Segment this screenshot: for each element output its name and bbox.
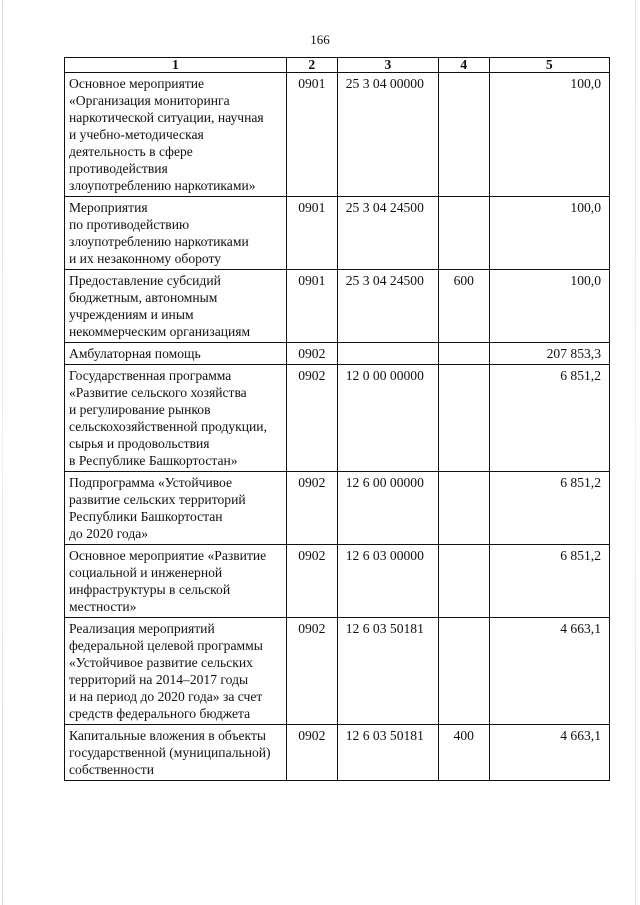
row-section: 0901 (286, 197, 337, 270)
row-target: 25 3 04 24500 (337, 197, 438, 270)
row-name: Капитальные вложения в объекты государственной (муниципальной) собственности (65, 725, 287, 781)
table-row (65, 270, 610, 343)
row-name: Подпрограмма «Устойчивое развитие сельских территорий Республики Башкортостан до 2020 года» (65, 472, 287, 545)
row-target: 25 3 04 00000 (337, 73, 438, 197)
row-amount: 4 663,1 (489, 725, 610, 781)
table-row (65, 618, 610, 725)
scan-edge-left (2, 0, 3, 905)
row-amount: 6 851,2 (489, 472, 610, 545)
header-row (65, 58, 610, 73)
row-target (337, 343, 438, 365)
row-amount: 6 851,2 (489, 545, 610, 618)
row-target: 12 6 03 00000 (337, 545, 438, 618)
table-row (65, 343, 610, 365)
row-amount: 100,0 (489, 73, 610, 197)
row-target: 12 6 03 50181 (337, 618, 438, 725)
row-target: 12 6 03 50181 (337, 725, 438, 781)
table-header (65, 58, 610, 73)
header-col-4: 4 (439, 58, 489, 73)
row-kind (439, 618, 489, 725)
row-section: 0901 (286, 270, 337, 343)
row-name: Реализация мероприятий федеральной целевой программы «Устойчивое развитие сельских территорий на 2014–2017 годы и на период до 2020 года» за счет средств федерального бюджета (65, 618, 287, 725)
row-amount: 207 853,3 (489, 343, 610, 365)
budget-table (64, 57, 610, 781)
row-name: Государственная программа «Развитие сельского хозяйства и регулирование рынков сельскохозяйственной продукции, сырья и продовольствия в Республике Башкортостан» (65, 365, 287, 472)
row-section: 0902 (286, 618, 337, 725)
row-amount: 6 851,2 (489, 365, 610, 472)
table-row (65, 725, 610, 781)
table-row (65, 73, 610, 197)
header-col-1: 1 (65, 58, 287, 73)
row-section: 0902 (286, 472, 337, 545)
table-row (65, 472, 610, 545)
header-col-2: 2 (286, 58, 337, 73)
row-section: 0902 (286, 343, 337, 365)
row-section: 0902 (286, 725, 337, 781)
row-target: 12 0 00 00000 (337, 365, 438, 472)
row-section: 0902 (286, 545, 337, 618)
row-name: Основное мероприятие «Организация мониторинга наркотической ситуации, научная и учебно-методическая деятельность в сфере противодействия злоупотреблению наркотиками» (65, 73, 287, 197)
row-kind: 600 (439, 270, 489, 343)
row-amount: 100,0 (489, 197, 610, 270)
row-amount: 4 663,1 (489, 618, 610, 725)
row-kind: 400 (439, 725, 489, 781)
row-name: Предоставление субсидий бюджетным, автономным учреждениям и иным некоммерческим организациям (65, 270, 287, 343)
table-body (65, 73, 610, 781)
row-kind (439, 545, 489, 618)
table-row (65, 197, 610, 270)
scan-edge-right (635, 0, 636, 905)
page-number: 166 (310, 32, 330, 47)
row-name: Основное мероприятие «Развитие социальной и инженерной инфраструктуры в сельской местности» (65, 545, 287, 618)
row-kind (439, 472, 489, 545)
row-section: 0902 (286, 365, 337, 472)
header-col-3: 3 (337, 58, 438, 73)
row-name: Мероприятия по противодействию злоупотреблению наркотиками и их незаконному обороту (65, 197, 287, 270)
row-kind (439, 365, 489, 472)
table-row (65, 365, 610, 472)
row-name: Амбулаторная помощь (65, 343, 287, 365)
row-target: 25 3 04 24500 (337, 270, 438, 343)
row-target: 12 6 00 00000 (337, 472, 438, 545)
header-col-5: 5 (489, 58, 610, 73)
row-kind (439, 73, 489, 197)
row-amount: 100,0 (489, 270, 610, 343)
row-section: 0901 (286, 73, 337, 197)
table-row (65, 545, 610, 618)
row-kind (439, 343, 489, 365)
row-kind (439, 197, 489, 270)
